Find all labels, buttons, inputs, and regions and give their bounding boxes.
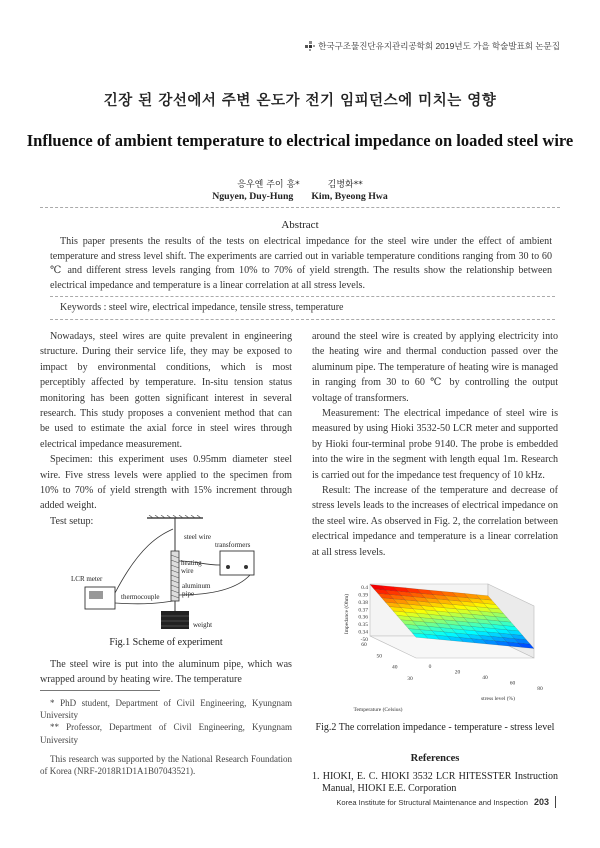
footnote-funding — [40, 753, 292, 777]
paragraph-measurement: Measurement: The electrical impedance of steel wire is measured by using Hioki 3532-50 LCR meter and supported by Hioki four-terminal probe 9140. The probe is embedded into the wire in the segment with length equal 1m. Research is carried out for the impedance test frequency of 10 kHz. — [312, 408, 558, 481]
reference-1 — [312, 771, 558, 795]
paragraph-result: Result: The increase of the temperature and decrease of stress levels leads to the increases of electrical impedance on the steel wire. As observed in Fig. 2, the correlation between electrical impedance and temperature is a linear correlation at all stress levels. — [312, 485, 558, 558]
chart-x-tick: 40 — [391, 664, 398, 671]
right-column — [312, 329, 558, 560]
paragraph-test-setup: Test setup: — [50, 515, 94, 527]
chart-z-tick: 0.37 — [358, 607, 368, 614]
left-column-bottom — [40, 657, 292, 688]
footnotes — [40, 697, 292, 746]
title-korean: 긴장 된 강선에서 주변 온도가 전기 임피던스에 미치는 영향 — [103, 92, 497, 109]
authors-korean — [0, 177, 600, 190]
divider — [50, 319, 555, 320]
label-wire: wire — [181, 567, 194, 575]
authors-english — [0, 191, 600, 202]
label-aluminum: aluminum — [182, 582, 211, 590]
author-2-en: Kim, Byeong Hwa — [311, 191, 388, 202]
page-number: 203 — [533, 797, 549, 807]
keywords: Keywords : steel wire, electrical impedance, tensile stress, temperature — [60, 302, 344, 313]
footnote-3: This research was supported by the National Research Foundation of Korea (NRF-2018R1D1A1B07043521). — [40, 754, 292, 777]
journal-logo-icon — [305, 41, 315, 51]
label-heating: heating — [181, 559, 202, 567]
chart-y-tick: 80 — [537, 686, 543, 692]
paragraph-intro: Nowadays, steel wires are quite prevalent in engineering structure. During their service life, they may be exposed to impact by environmental conditions, which is most perceptibly affected by temperature. In-situ tension status monitoring has been gotten significant interest in several research. This study proposes a convenient method that can be used to estimate the axial force in steel wires through electrical impedance measurement. — [40, 331, 292, 450]
chart-z-tick: 0.36 — [358, 614, 368, 621]
chart-x-tick: 30 — [407, 676, 413, 682]
footnote-divider — [40, 690, 160, 691]
chart-z-tick: 0.38 — [358, 599, 368, 606]
paragraph-steel-wire-pipe: The steel wire is put into the aluminum pipe, which was wrapped around by heating wire. The temperature — [40, 659, 292, 686]
journal-header — [305, 40, 560, 52]
references-heading: References — [410, 753, 460, 764]
author-1-ko: 응우옌 주이 흥* — [237, 180, 300, 190]
title-english: Influence of ambient temperature to electrical impedance on loaded steel wire — [26, 131, 574, 150]
chart-y-label: stress level (%) — [481, 696, 515, 702]
divider — [50, 296, 555, 297]
figure-2-surface-chart — [338, 578, 556, 718]
chart-x-tick: 50 — [376, 653, 383, 660]
footer-org: Korea Institute for Structural Maintenance and Inspection — [336, 797, 528, 807]
chart-y-tick: 60 — [509, 680, 516, 687]
paragraph-temperature: around the steel wire is created by applying electricity into the heating wire and thermal conduction passed over the aluminum pipe. The temperature of heating wire is managed in ranging from 30 to 60 ℃ by controlling the output voltage of transformers. — [312, 331, 558, 404]
chart-z-tick: 0.34 — [358, 629, 368, 636]
label-thermocouple: thermocouple — [121, 593, 160, 601]
page-footer — [336, 796, 556, 808]
figure-1-scheme — [65, 515, 285, 635]
abstract-heading: Abstract — [281, 219, 319, 231]
footnote-1: * PhD student, Department of Civil Engineering, Kyungnam University — [40, 698, 292, 721]
label-transformers: transformers — [215, 541, 251, 549]
label-weight: weight — [193, 621, 213, 629]
label-lcr-meter: LCR meter — [71, 575, 103, 583]
footnote-2: ** Professor, Department of Civil Engineering, Kyungnam University — [40, 722, 292, 745]
chart-y-tick: 40 — [482, 675, 488, 681]
figure-1-caption: Fig.1 Scheme of experiment — [109, 637, 223, 648]
chart-z-tick: -50 — [360, 637, 368, 643]
left-column — [40, 329, 292, 529]
chart-z-tick: 0.39 — [358, 592, 368, 599]
footer-bar — [555, 796, 556, 808]
paragraph-specimen: Specimen: this experiment uses 0.95mm diameter steel wire. Five stress levels were applied to the specimen from 10% to 70% of yield strength with 15% increment through added weight. — [40, 454, 292, 512]
chart-y-tick: 0 — [428, 664, 432, 670]
chart-y-tick: 20 — [454, 669, 461, 676]
abstract-body: This paper presents the results of the tests on electrical impedance for the steel wire under the effect of ambient temperature and stress level shift. The experiments are carried out in variable temperature conditions ranging from 30 to 60 ℃ and different stress levels ranging from 10% to 70% of yield strength. The results show the relationship between electrical impedance and temperature is a linear correlation at all stress levels. — [50, 236, 552, 292]
label-pipe: pipe — [182, 590, 195, 598]
label-steel-wire: steel wire — [184, 533, 212, 541]
figure-2-caption: Fig.2 The correlation impedance - temperature - stress level — [315, 722, 555, 733]
divider — [40, 207, 560, 208]
reference-1-text: 1. HIOKI, E. C. HIOKI 3532 LCR HITESSTER Instruction Manual, HIOKI E.E. Corporation — [312, 771, 558, 794]
chart-z-tick: 0.4 — [361, 585, 368, 591]
chart-x-label: Temperature (Celsius) — [353, 707, 403, 713]
chart-x-tick: 60 — [361, 642, 367, 648]
journal-name: 한국구조물진단유지관리공학회 2019년도 가을 학술발표회 논문집 — [318, 41, 560, 51]
author-1-en: Nguyen, Duy-Hung — [212, 191, 294, 202]
chart-z-label: Impedance (Ohm) — [344, 593, 350, 635]
author-2-ko: 김병화** — [327, 180, 363, 190]
chart-z-tick: 0.35 — [358, 622, 368, 629]
